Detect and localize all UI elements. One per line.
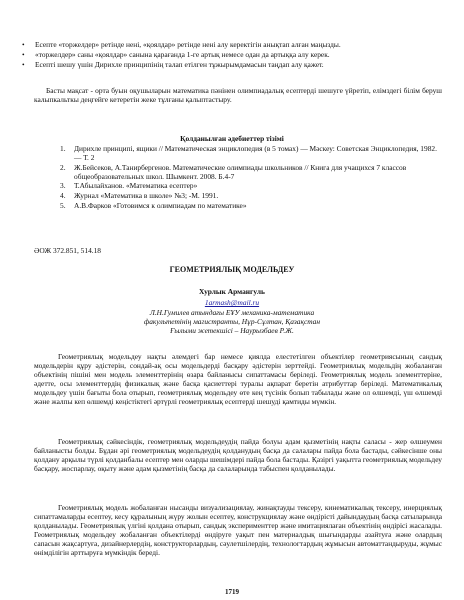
reference-text: Дирихле принципі, ящики // Математическая энциклопедия (в 5 томах) — Мәскеу: Советская Энциклопедия, 1982. — Т. 2	[74, 144, 437, 163]
affiliation-line: факультетінің магистранты, Нұр-Сұлтан, Қазақстан	[143, 317, 321, 327]
references-list	[60, 144, 440, 210]
author-affiliation	[0, 308, 464, 335]
reference-number: 2.	[60, 162, 66, 172]
list-item	[22, 50, 442, 59]
reference-item	[60, 163, 440, 181]
list-item-text: Есепті шешу үшін Дирихле принципінің талап етілген тұжырымдамасын таңдап алу қажет.	[35, 60, 324, 70]
reference-text: Журнал «Математика в школе» №3; -М. 1991.	[74, 190, 219, 200]
reference-text: Ж.Бейсеков, А.Танирбергенов. Математические олимпиады школьников // Книга для учащихся 7 классов общеобразовательных школ. Шымкент. 2008. Б.4-7	[74, 162, 407, 181]
references-title: Қолданылған әдебиеттер тізімі	[180, 134, 284, 143]
bullet-marker: •	[22, 50, 25, 60]
reference-item	[60, 181, 440, 190]
body-paragraph: Геометриялық модельдеу нақты әлемдегі бар немесе қиялда елестетілген объектілер геометриясының сандық модельдерін құру әдістерін, сондай-ақ осы модельдерді басқару әдістерін зерттейді. Геометриялық модельдің жобаланған объектінің пішіні мен модель элементтерінің өзара байланысы сипаттамасы беріледі. Геометриялық модель элементтеріне, әдетте, осы элементтердің физикалық және басқа қасиеттері туралы ақпарат беретін атрибуттар беріледі. Математикалық модельдеу үшін бағыты бола отырып, геометриялық модельдеу өте кең түсінік болып табылады және ол өлшемді, үш өлшемді және жалпы кеп өлшемді кеңістіктегі әртүрлі геометриялық есептерді шешуді қамтиды мүмкін.	[34, 352, 442, 407]
affiliation-line: Л.Н.Гумилев атындағы ЕҰУ механика-математика	[149, 308, 315, 317]
reference-number: 4.	[60, 190, 66, 200]
reference-number: 5.	[60, 200, 66, 210]
reference-number: 1.	[60, 144, 66, 153]
author-email-link[interactable]: 1armash@mail.ru	[204, 298, 260, 307]
bullet-marker: •	[22, 60, 25, 70]
body-paragraph: Геометриялық модель жобаланған нысанды визуализациялау, жинақтауды тексеру, кинематикалық тексеру, инерциялық сипаттамаларды есептеу, кесу құралының жүру жолын есептеу, конструкциялау және өндірісті дайындаудың басқа сатыларында қолданылады. Геометриялық үлгіні қолдана отырып, сандық эксперименттер және имитациялаған объектінің өндірісі жасалады. Геометриялық модельдеу жобаланған объектілерді өндіруге уақыт пен материалдық шығындарды азайтуға және олардың сапасын жақсартуға, дизайнерлердің, конструкторлардың, сәулетшілердің, технологтардың жұмысын автоматтандыруды, жұмыс өнімділігін арттыруға мүмкіндік береді.	[34, 503, 442, 558]
reference-text: Т.Абылайханов. «Математика есептер»	[74, 181, 198, 191]
body-paragraph: Геометриялық сәйкесіндік, геометриялық модельдеудің пайда болуы адам қызметінің нақты саласы - жер өлшеумен байланысты болды. Бұдан әрі геометриялық модельдеудің қолданудың басқа да салалары пайда бола бастады, сәйкесінше оны қолдану арқылы түрлі қолданбалы есептер мен оларды шешімдері пайда бола бастады. Қазіргі уақытта геометриялық модельдеу басқару, жоспарлау, оқыту және адам қызметінің басқа да салаларында табыспен қолданылады.	[34, 437, 442, 474]
reference-item	[60, 201, 440, 210]
requirements-list	[22, 40, 442, 70]
article-title: ГЕОМЕТРИЯЛЫҚ МОДЕЛЬДЕУ	[169, 265, 295, 274]
list-item-text: Есепте «торжелдер» ретінде нені, «қоялдар» ретінде нені алу керектігін анықтап алған маңызды.	[35, 40, 341, 49]
reference-number: 3.	[60, 181, 66, 191]
reference-item	[60, 144, 440, 162]
list-item-text: «торжелдер» саны «қоялдар» санына қарағанда 1-ге артық немесе одан да артыққа алу керек.	[35, 50, 330, 60]
reference-text: А.В.Фарков «Готовимся к олимпиадам по математике»	[74, 200, 247, 210]
reference-item	[60, 191, 440, 200]
purpose-paragraph: Басты мақсат - орта буын оқушыларын математика пәнінен олимпиадалық есептерді шешуге үйретіп, елімздегі білім беруш калыпкальткы деңгейге кетеретін жеке тұлғаны қалыптастыру.	[34, 86, 442, 105]
bullet-marker: •	[22, 40, 25, 49]
list-item	[22, 60, 442, 69]
page-number: 1719	[225, 588, 239, 596]
udc-code: ӘОЖ 372.851, 514.18	[34, 246, 101, 255]
supervisor-line: Ғылыми жетекшісі – Наурызбаев Р.Ж.	[170, 326, 294, 336]
list-item	[22, 40, 442, 49]
author-name: Хурлык Армангуль	[199, 287, 265, 296]
